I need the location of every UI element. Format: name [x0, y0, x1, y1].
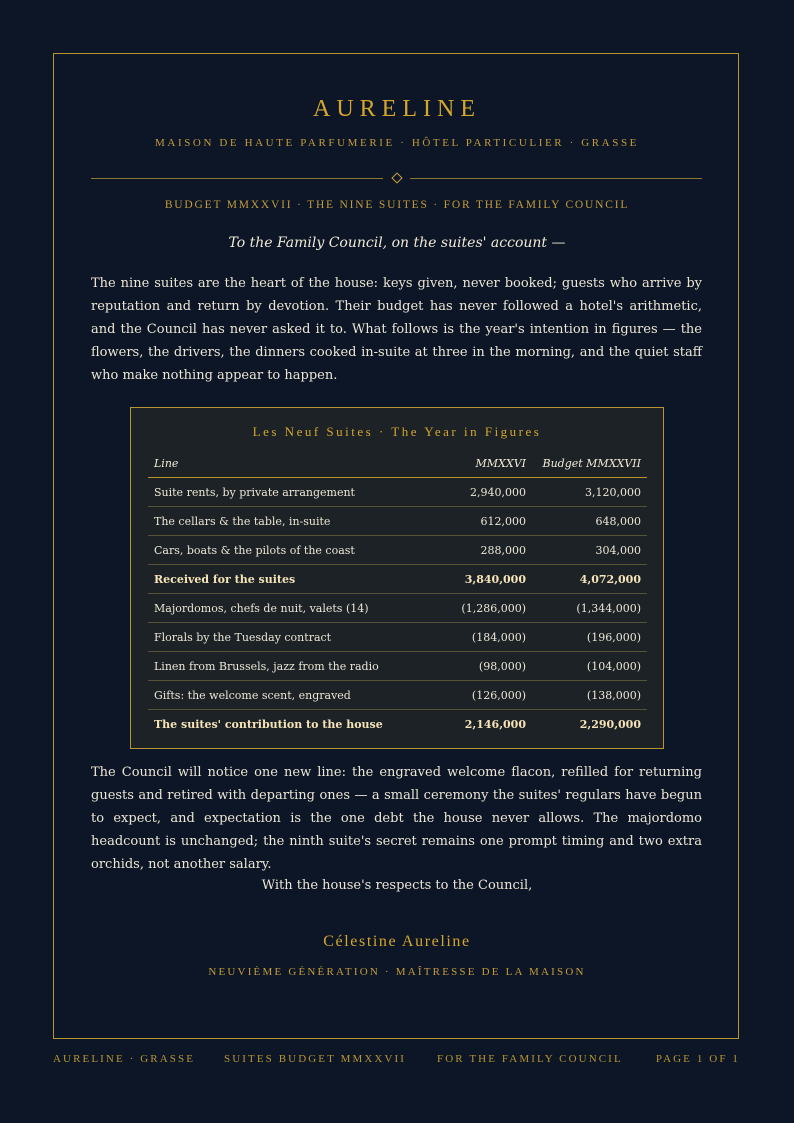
row-budget: 2,290,000 [579, 717, 641, 731]
header-line: Line [148, 449, 420, 478]
row-line: Cars, boats & the pilots of the coast [148, 536, 420, 565]
row-budget: 304,000 [532, 536, 647, 565]
figures-table [148, 449, 647, 738]
table-row [148, 478, 647, 507]
row-prev: (1,286,000) [420, 594, 532, 623]
row-prev: 612,000 [420, 507, 532, 536]
signature-name: Célestine Aureline [323, 933, 471, 950]
letter-paragraph-2: The Council will notice one new line: the engraved welcome flacon, refilled for returning guests and retired with departing ones — a small ceremony the suites' regulars have begun to expect, and expectation is the one debt the house never allows. The majordomo headcount is unchanged; the ninth suite's secret remains one prompt timing and two extra orchids, not another salary. [91, 765, 702, 872]
header-prev-year: MMXXVI [420, 449, 532, 478]
row-budget: (1,344,000) [532, 594, 647, 623]
row-line: Majordomos, chefs de nuit, valets (14) [148, 594, 420, 623]
row-budget: (196,000) [532, 623, 647, 652]
salutation: To the Family Council, on the suites' account — [228, 235, 566, 251]
table-row [148, 681, 647, 710]
row-budget: 3,120,000 [532, 478, 647, 507]
footer-audience: FOR THE FAMILY COUNCIL [437, 1053, 623, 1065]
closing-line: With the house's respects to the Council, [261, 878, 533, 893]
row-budget: (104,000) [532, 652, 647, 681]
table-row-total [148, 710, 647, 739]
row-budget: 4,072,000 [532, 565, 647, 594]
row-prev: (184,000) [420, 623, 532, 652]
row-line: Received for the suites [148, 565, 420, 594]
row-prev: (126,000) [420, 681, 532, 710]
row-line: Suite rents, by private arrangement [148, 478, 420, 507]
row-line: The suites' contribution to the house [154, 717, 383, 731]
row-prev: 2,940,000 [420, 478, 532, 507]
divider-line-right [410, 178, 702, 179]
signature-title: NEUVIÈME GÉNÉRATION · MAÎTRESSE DE LA MAISON [208, 966, 586, 978]
row-line: Florals by the Tuesday contract [148, 623, 420, 652]
row-prev: 288,000 [420, 536, 532, 565]
row-prev: (98,000) [420, 652, 532, 681]
row-budget: 648,000 [532, 507, 647, 536]
row-prev: 2,146,000 [464, 717, 526, 731]
figures-title: Les Neuf Suites · The Year in Figures [252, 424, 542, 439]
row-line: Linen from Brussels, jazz from the radio [148, 652, 420, 681]
table-row [148, 623, 647, 652]
table-row-subtotal [148, 565, 647, 594]
table-row [148, 536, 647, 565]
row-budget: (138,000) [532, 681, 647, 710]
footer-page-number: PAGE 1 OF 1 [655, 1053, 740, 1065]
footer-house: AURELINE · GRASSE [53, 1053, 196, 1065]
row-line: The cellars & the table, in-suite [148, 507, 420, 536]
figures-panel [130, 407, 664, 749]
divider-line-left [91, 178, 383, 179]
header-budget-year: Budget MMXXVII [532, 449, 647, 478]
table-header-row [148, 449, 647, 478]
table-row [148, 594, 647, 623]
letter-paragraph-1: The nine suites are the heart of the house: keys given, never booked; guests who arrive by reputation and return by devotion. Their budget has never followed a hotel's arithmetic, and the Council has never asked it to. What follows is the year's intention in figures — the flowers, the drivers, the dinners cooked in-suite at three in the morning, and the quiet staff who make nothing appear to happen. [91, 276, 702, 383]
table-row [148, 652, 647, 681]
brand-subtitle: MAISON DE HAUTE PARFUMERIE · HÔTEL PARTICULIER · GRASSE [155, 137, 639, 149]
table-row [148, 507, 647, 536]
page-footer [53, 1053, 740, 1067]
budget-heading: BUDGET MMXXVII · THE NINE SUITES · FOR THE FAMILY COUNCIL [164, 199, 630, 211]
row-line: Gifts: the welcome scent, engraved [148, 681, 420, 710]
ornament-divider [91, 178, 702, 179]
footer-document: SUITES BUDGET MMXXVII [224, 1053, 407, 1065]
brand-title: AURELINE [313, 96, 481, 122]
row-prev: 3,840,000 [420, 565, 532, 594]
